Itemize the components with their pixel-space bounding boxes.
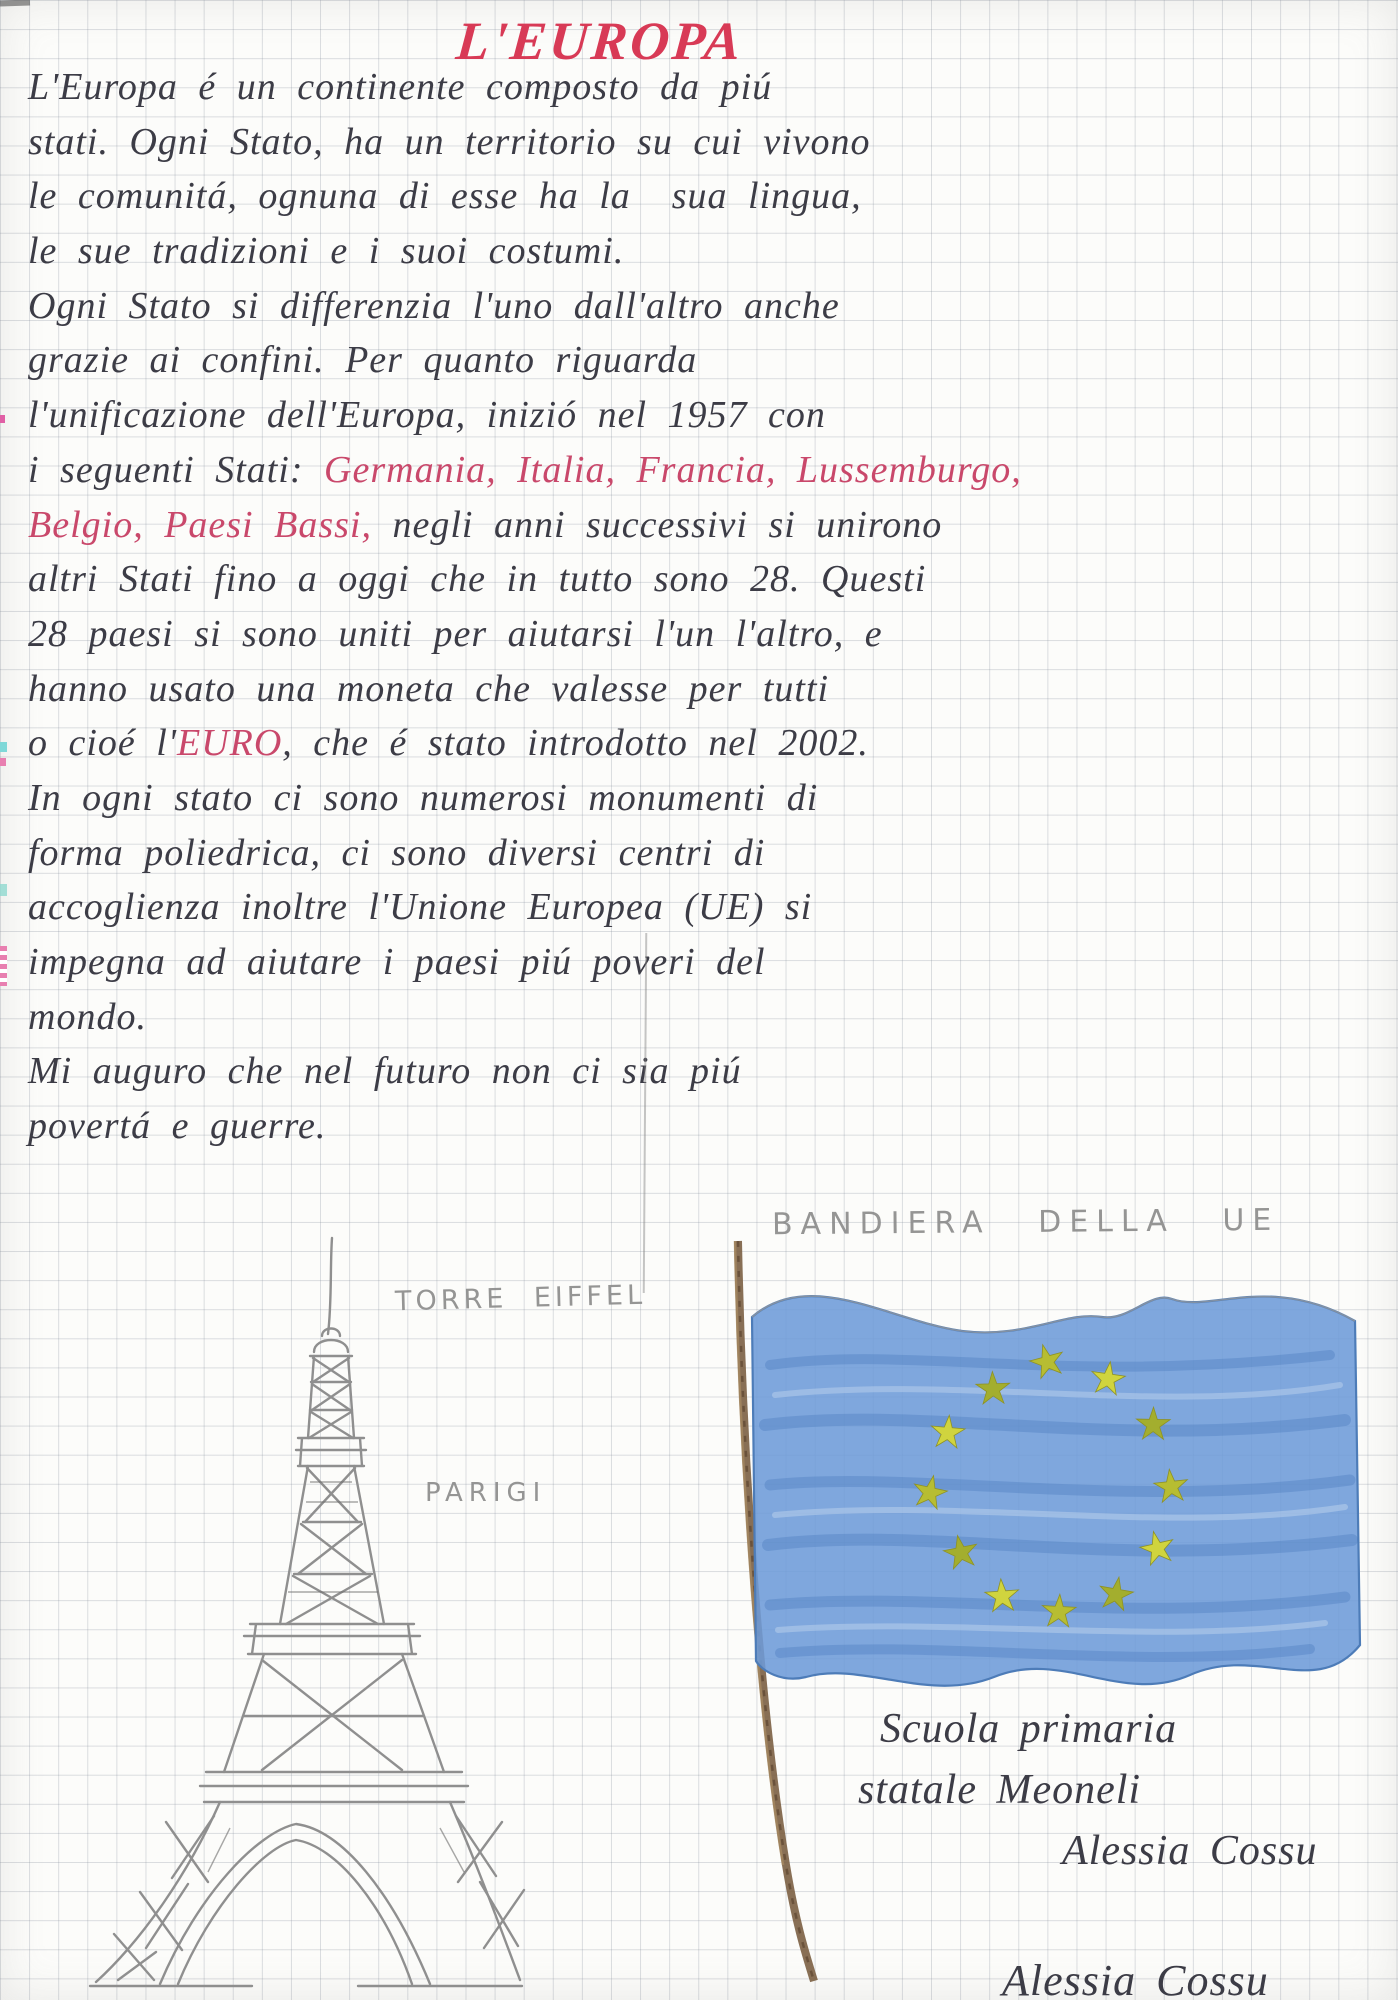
essay-line — [28, 443, 1388, 498]
essay-line — [28, 1099, 1388, 1154]
eu-star: ★ — [1037, 1585, 1081, 1638]
essay-line — [28, 990, 1388, 1045]
essay-text-segment: hanno usato una moneta che valesse per tutti — [28, 667, 830, 710]
essay-line — [28, 333, 1388, 388]
eu-star: ★ — [1133, 1398, 1174, 1451]
essay-line — [28, 935, 1388, 990]
essay-text-segment: o cioé l' — [28, 722, 177, 765]
eu-flag-drawing — [610, 1225, 1390, 1995]
scan-artifact — [0, 758, 6, 766]
essay-line — [28, 826, 1388, 881]
school-name-line1: Scuola primaria — [880, 1706, 1178, 1752]
eu-star: ★ — [1092, 1565, 1140, 1623]
author-signature: Alessia Cossu — [1062, 1828, 1318, 1874]
eiffel-tower-drawing — [60, 1232, 530, 2000]
essay-line — [28, 60, 1388, 115]
eu-star: ★ — [1132, 1519, 1183, 1578]
essay-text-segment: , che é stato introdotto nel 2002. — [282, 722, 869, 765]
essay-text-segment: forma poliedrica, ci sono diversi centri di — [28, 831, 766, 874]
essay-text-segment: mondo. — [28, 995, 147, 1038]
essay-text-segment: le comunitá, ognuna di esse ha la sua lingua, — [28, 175, 862, 218]
essay-text-segment: i seguenti Stati: — [28, 448, 325, 491]
essay-line — [28, 115, 1388, 170]
eiffel-tower-caption: TORRE EIFFEL — [394, 1279, 647, 1318]
essay-text-segment: accoglienza inoltre l'Unione Europea (UE) si — [28, 886, 813, 929]
essay-text-segment: L'Europa é un continente composto da piú — [28, 66, 773, 108]
eu-star: ★ — [1148, 1459, 1194, 1514]
essay-text-segment: Mi auguro che nel futuro non ci sia piú — [28, 1050, 742, 1093]
essay-text-segment: negli anni successivi si unirono — [371, 503, 943, 546]
page-title: L'EUROPA — [453, 11, 747, 71]
paris-caption: PARIGI — [425, 1478, 547, 1508]
essay-text-segment: Ogni Stato si differenzia l'uno dall'altro anche — [28, 284, 840, 327]
flag-caption: BANDIERA DELLA UE — [771, 1202, 1280, 1243]
essay-line — [28, 771, 1388, 826]
essay-text-segment: impegna ad aiutare i paesi piú poveri del — [28, 941, 766, 983]
scan-artifact — [0, 0, 30, 7]
essay-text-segment: Germania, Italia, Francia, Lussemburgo, — [324, 448, 1022, 491]
essay-text-segment: In ogni stato ci sono numerosi monumenti di — [28, 776, 819, 819]
essay-text-segment: povertá e guerre. — [28, 1105, 327, 1148]
eu-star: ★ — [980, 1569, 1024, 1623]
author-signature-bottom: Alessia Cossu — [1002, 1956, 1269, 2000]
scan-artifact — [0, 742, 7, 752]
essay-line — [28, 279, 1388, 334]
essay-line — [28, 880, 1388, 935]
eu-star: ★ — [1084, 1350, 1132, 1407]
scan-artifact — [0, 415, 5, 423]
eu-star: ★ — [936, 1523, 986, 1582]
essay-text-segment: EURO — [176, 722, 283, 765]
essay-line — [28, 498, 1388, 553]
essay-line — [28, 716, 1388, 771]
eu-star: ★ — [1021, 1331, 1073, 1392]
eu-star: ★ — [905, 1463, 955, 1522]
scan-artifact — [0, 946, 7, 986]
essay-text-segment: l'unificazione dell'Europa, inizió nel 1957 con — [28, 394, 826, 437]
scan-artifact — [0, 884, 7, 896]
essay-line — [28, 662, 1388, 717]
essay-line — [28, 388, 1388, 443]
essay-text-segment: le sue tradizioni e i suoi costumi. — [28, 230, 625, 273]
essay-line — [28, 607, 1388, 662]
essay-line — [28, 1044, 1388, 1099]
essay-line — [28, 224, 1388, 279]
school-name-line2: statale Meoneli — [858, 1767, 1142, 1813]
eu-star: ★ — [925, 1405, 970, 1460]
essay-line — [28, 552, 1388, 607]
eu-star: ★ — [972, 1362, 1014, 1416]
essay-text-segment: grazie ai confini. Per quanto riguarda — [28, 339, 698, 382]
essay-line — [28, 169, 1388, 224]
essay-text-segment: stati. Ogni Stato, ha un territorio su cui vivono — [28, 120, 871, 163]
essay-text-segment: Belgio, Paesi Bassi, — [28, 503, 372, 546]
essay-text-segment: altri Stati fino a oggi che in tutto sono 28. Questi — [28, 558, 927, 601]
essay-text-segment: 28 paesi si sono uniti per aiutarsi l'un l'altro, e — [28, 612, 883, 655]
essay-lines — [28, 60, 1388, 1154]
